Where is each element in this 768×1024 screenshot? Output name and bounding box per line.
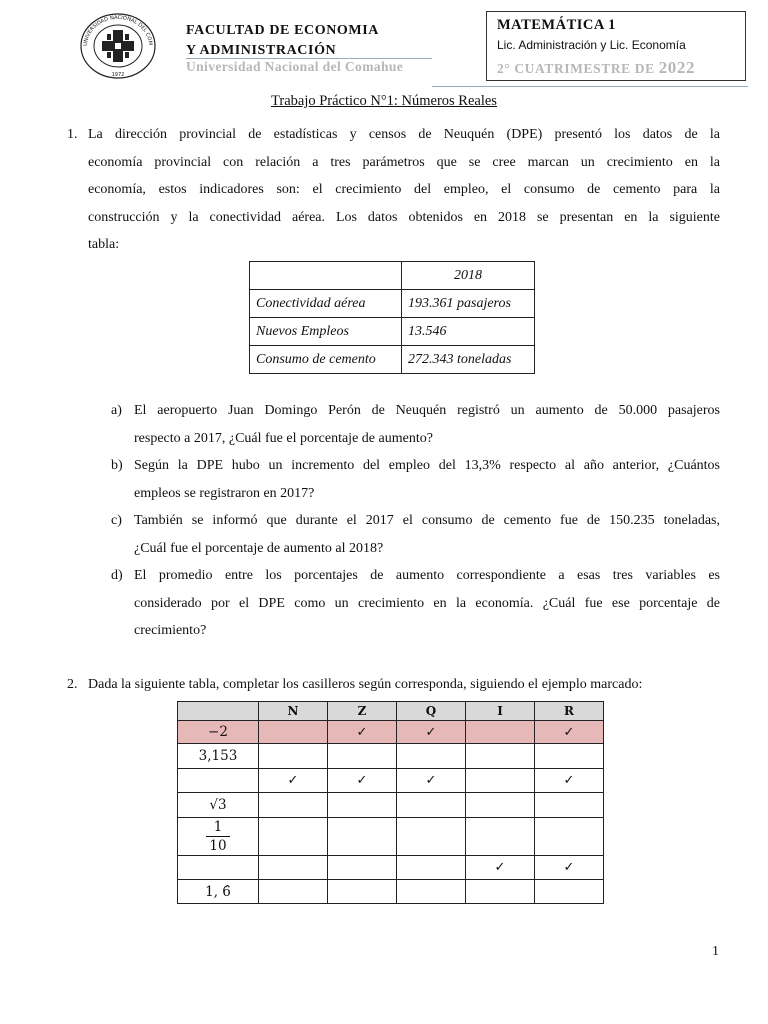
faculty-name: FACULTAD DE ECONOMIA Y ADMINISTRACIÓN	[186, 23, 379, 58]
item-d-label: d)	[111, 568, 123, 583]
exercise-2-number: 2.	[67, 677, 78, 692]
table-row	[250, 262, 535, 290]
table-row-example: −2 ✓ ✓ ✓	[178, 721, 604, 744]
table-row	[178, 818, 604, 856]
column-header-integers: Z	[328, 702, 397, 721]
number-sets-table	[177, 701, 604, 904]
table-row: ✓ ✓ ✓ ✓	[178, 769, 604, 793]
item-b-label: b)	[111, 458, 123, 473]
column-header-irrationals: I	[466, 702, 535, 721]
item-d-text: El promedio entre los porcentajes de aumento correspondiente a esas tres variables es considerado por el DPE como un crecimiento en la economía. ¿Cuál fue ese porcentaje de crecimiento?	[134, 568, 720, 638]
fraction-one-tenth: $\frac{1}{10}$	[206, 818, 229, 855]
item-a-text: El aeropuerto Juan Domingo Perón de Neuquén registró un aumento de 50.000 pasajeros respecto a 2017, ¿Cuál fue el porcentaje de aumento?	[134, 403, 720, 446]
table-row: √3	[178, 793, 604, 818]
year-header: 2018	[402, 262, 535, 290]
university-name: Universidad Nacional del Comahue	[186, 59, 404, 74]
table-row: Nuevos Empleos 13.546	[250, 318, 535, 346]
column-header-reals: R	[535, 702, 604, 721]
exercise-1-statement: La dirección provincial de estadísticas y censos de Neuquén (DPE) presentó los datos de la economía provincial con relación a tres parámetros que se cree marcan un crecimiento en la economía, estos indicadores son: el crecimiento del empleo, el consumo de cemento para la construcción y la conectividad aérea. Los datos obtenidos en 2018 se presentan en la siguiente tabla:	[88, 127, 720, 252]
item-c-label: c)	[111, 513, 122, 528]
header-rule	[432, 86, 748, 87]
university-seal-logo	[79, 12, 157, 80]
economic-indicators-table	[249, 261, 535, 374]
table-row: Conectividad aérea 193.361 pasajeros	[250, 290, 535, 318]
table-header-row	[178, 702, 604, 721]
term-label: 2° CUATRIMESTRE DE 2022	[497, 58, 696, 77]
table-row: 3,153	[178, 744, 604, 769]
exercise-1-number: 1.	[67, 127, 78, 142]
column-header-naturals: N	[259, 702, 328, 721]
table-row: ✓ ✓	[178, 856, 604, 880]
column-header-rationals: Q	[397, 702, 466, 721]
course-info-box	[486, 11, 746, 81]
svg-text:UNIVERSIDAD NACIONAL DEL COMAH: UNIVERSIDAD NACIONAL DEL COM	[82, 14, 154, 47]
item-b-text: Según la DPE hubo un incremento del empleo del 13,3% respecto al año anterior, ¿Cuántos empleos se registraron en 2017?	[134, 458, 720, 501]
course-title: MATEMÁTICA 1	[497, 17, 616, 33]
item-a-label: a)	[111, 403, 122, 418]
svg-text:1972: 1972	[111, 72, 125, 78]
page-title: Trabajo Práctico N°1: Números Reales	[271, 93, 497, 109]
table-row: Consumo de cemento 272.343 toneladas	[250, 346, 535, 374]
degree-programs: Lic. Administración y Lic. Economía	[497, 38, 686, 52]
page-number: 1	[712, 944, 719, 959]
table-row: 1, 6̂	[178, 880, 604, 904]
item-c-text: También se informó que durante el 2017 el consumo de cemento fue de 150.235 toneladas, ¿Cuál fue el porcentaje de aumento al 2018?	[134, 513, 720, 556]
exercise-2-statement: Dada la siguiente tabla, completar los casilleros según corresponda, siguiendo el ejemplo marcado:	[88, 677, 643, 692]
